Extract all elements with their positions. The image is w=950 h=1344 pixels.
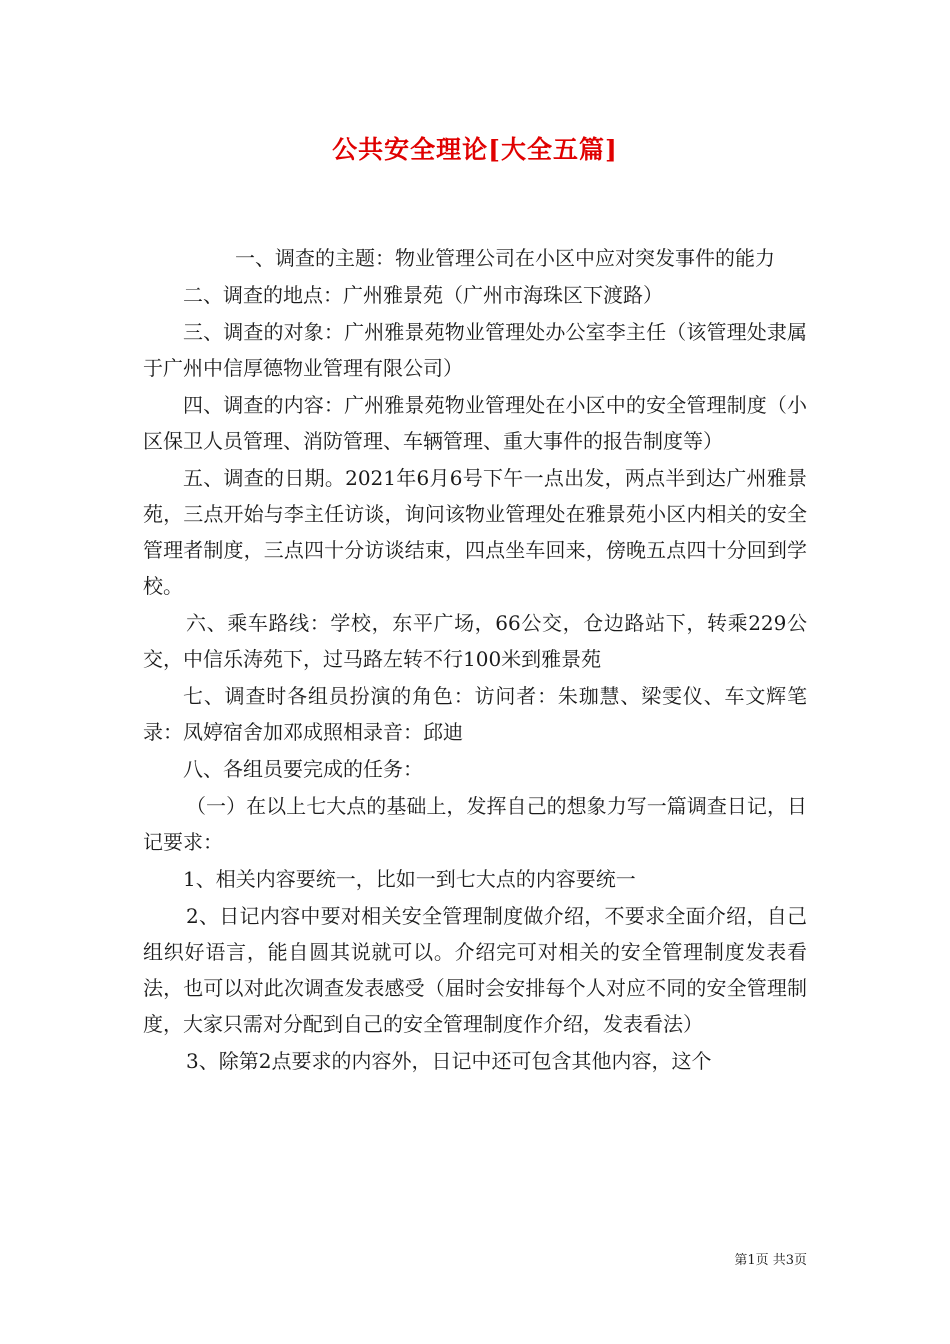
paragraph: 一、调查的主题：物业管理公司在小区中应对突发事件的能力 [235,246,775,270]
paragraph: （一）在以上七大点的基础上，发挥自己的想象力写一篇调查日记，日记要求： [143,794,807,854]
page-number: 第1页 共3页 [734,1253,807,1268]
paragraph: 三、调查的对象：广州雅景苑物业管理处办公室李主任（该管理处隶属于广州中信厚德物业管理有限公司） [143,320,807,380]
paragraph: 四、调查的内容：广州雅景苑物业管理处在小区中的安全管理制度（小区保卫人员管理、消防管理、车辆管理、重大事件的报告制度等） [143,393,807,453]
paragraph: 3、除第2点要求的内容外，日记中还可包含其他内容，这个 [186,1049,712,1073]
paragraph: 1、相关内容要统一，比如一到七大点的内容要统一 [183,867,636,891]
paragraph: 六、乘车路线：学校，东平广场，66公交，仓边路站下，转乘229公交，中信乐涛苑下，过马路左转不行100米到雅景苑 [143,611,807,671]
paragraph: 八、各组员要完成的任务： [183,757,423,781]
paragraph: 二、调查的地点：广州雅景苑（广州市海珠区下渡路） [183,283,663,307]
paragraph: 五、调查的日期。2021年6月6号下午一点出发，两点半到达广州雅景苑，三点开始与李主任访谈，询问该物业管理处在雅景苑小区内相关的安全管理者制度，三点四十分访谈结束，四点坐车回来，傍晚五点四十分回到学校。 [143,466,807,598]
paragraph: 2、日记内容中要对相关安全管理制度做介绍，不要求全面介绍，自己组织好语言，能自圆其说就可以。介绍完可对相关的安全管理制度发表看法，也可以对此次调查发表感受（届时会安排每个人对应不同的安全管理制度，大家只需对分配到自己的安全管理制度作介绍，发表看法） [143,904,807,1036]
document-title: 公共安全理论[大全五篇] [332,135,618,164]
paragraph: 七、调查时各组员扮演的角色：访问者：朱珈慧、梁雯仪、车文辉笔录：凤婷宿舍加邓成照相录音：邱迪 [143,684,807,744]
document-body [143,240,807,1080]
